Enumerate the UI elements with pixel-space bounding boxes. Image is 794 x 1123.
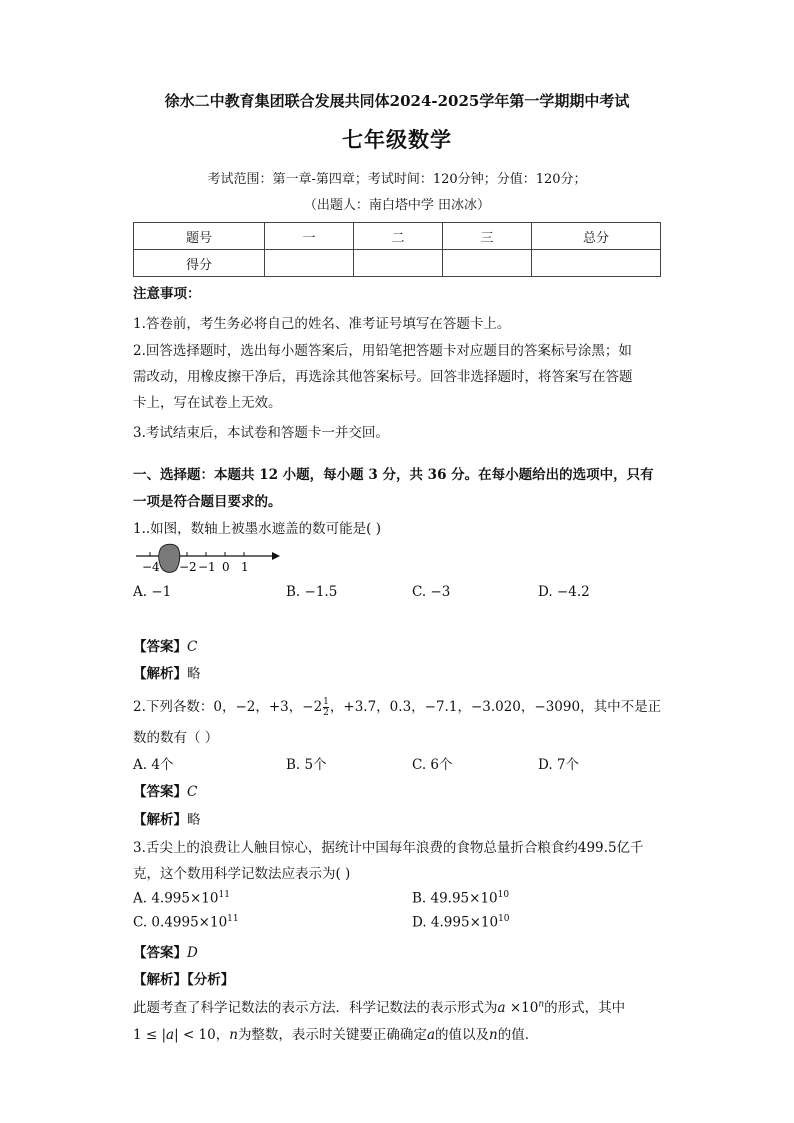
- answer-label: 【答案】: [133, 639, 187, 655]
- notice-item: 卡上，写在试卷上无效。: [133, 395, 282, 411]
- score-cell[interactable]: [354, 250, 443, 277]
- fraction-denominator: 2: [323, 708, 329, 718]
- number-line-figure: [134, 542, 284, 576]
- score-cell[interactable]: [532, 250, 661, 277]
- answer-value: C: [187, 784, 198, 800]
- analysis-text: 略: [187, 666, 201, 682]
- table-cell: 二: [354, 223, 443, 250]
- table-cell: 题号: [134, 223, 265, 250]
- score-cell[interactable]: [265, 250, 354, 277]
- tick-label: −4: [142, 560, 160, 574]
- q3-stem-line2: 克，这个数用科学记数法应表示为( ): [133, 866, 351, 882]
- analysis-label: 【解析】: [133, 666, 187, 682]
- notice-item: 1.答卷前，考生务必将自己的姓名、准考证号填写在答题卡上。: [133, 316, 511, 332]
- score-table: [133, 222, 661, 277]
- option-text: C. 0.4995×10: [133, 914, 228, 931]
- table-cell: 三: [443, 223, 532, 250]
- q2-stem: [133, 695, 661, 718]
- exam-author: （出题人：南白塔中学 田冰冰）: [303, 198, 491, 213]
- q2-option-a[interactable]: A. 4个: [133, 757, 174, 773]
- arrow-icon: [272, 552, 280, 560]
- q3-answer: [133, 941, 198, 961]
- score-cell[interactable]: [443, 250, 532, 277]
- table-row: [134, 250, 661, 277]
- q2-stem-line2: 数的数有（ ）: [133, 730, 219, 746]
- analysis-label: 【解析】【分析】: [133, 972, 235, 988]
- option-exponent: 10: [497, 890, 510, 900]
- analysis-text: 略: [187, 812, 201, 828]
- option-text: A. 4.995×10: [133, 890, 219, 907]
- q3-analysis-label: [133, 968, 234, 988]
- tick-label: −1: [198, 560, 216, 574]
- notice-item: 需改动，用橡皮擦干净后，再选涂其他答案标号。回答非选择题时，将答案写在答题: [133, 369, 633, 385]
- q3-option-b[interactable]: [412, 890, 509, 907]
- q1-stem: 1..如图，数轴上被墨水遮盖的数可能是( ): [133, 521, 381, 537]
- ink-blot-icon: [159, 544, 180, 572]
- exam-title: 徐水二中教育集团联合发展共同体2024-2025学年第一学期期中考试: [164, 92, 630, 110]
- answer-value: C: [187, 639, 198, 655]
- q2-stem-text: ，+3.7，0.3，−7.1，−3.020，−3090，其中不是正: [329, 699, 662, 715]
- q1-option-c[interactable]: C. −3: [412, 584, 451, 600]
- table-row: [134, 223, 661, 250]
- q1-option-d[interactable]: D. −4.2: [538, 584, 590, 600]
- q3-option-d[interactable]: [412, 914, 510, 931]
- q2-option-c[interactable]: C. 6个: [412, 757, 453, 773]
- q2-option-d[interactable]: D. 7个: [538, 757, 580, 773]
- answer-label: 【答案】: [133, 784, 187, 800]
- q1-analysis: [133, 662, 201, 682]
- exam-info: 考试范围：第一章-第四章；考试时间：120分钟；分值：120分；: [207, 172, 587, 187]
- analysis-label: 【解析】: [133, 812, 187, 828]
- q2-answer: [133, 780, 197, 800]
- q1-option-a[interactable]: A. −1: [133, 584, 172, 600]
- table-cell: 总分: [532, 223, 661, 250]
- notice-heading: 注意事项：: [133, 286, 201, 302]
- q3-analysis-line2: 1 ≤ |a| < 10，n为整数，表示时关键要正确确定a的值以及n的值．: [133, 1027, 539, 1043]
- tick-label: 0: [222, 560, 230, 574]
- section-heading-cont: 一项是符合题目要求的。: [133, 494, 282, 510]
- option-text: B. 49.95×10: [412, 890, 498, 907]
- section-heading: 一、选择题：本题共 12 小题，每小题 3 分，共 36 分。在每小题给出的选项中，只有: [133, 467, 654, 483]
- table-cell: 一: [265, 223, 354, 250]
- fraction-numerator: 1: [323, 697, 329, 707]
- answer-label: 【答案】: [133, 945, 187, 961]
- tick-label: 1: [241, 560, 249, 574]
- q2-analysis: [133, 808, 201, 828]
- q2-option-b[interactable]: B. 5个: [286, 757, 327, 773]
- q3-option-c[interactable]: [133, 914, 239, 931]
- answer-value: D: [187, 945, 198, 961]
- option-exponent: 10: [498, 914, 510, 924]
- notice-item: 3.考试结束后，本试卷和答题卡一并交回。: [133, 425, 389, 441]
- option-text: D. 4.995×10: [412, 914, 499, 931]
- q1-answer: [133, 635, 197, 655]
- q1-option-b[interactable]: B. −1.5: [286, 584, 338, 600]
- option-exponent: 11: [218, 890, 230, 900]
- q2-stem-text: 2.下列各数：0，−2，+3，−2: [133, 699, 323, 715]
- option-exponent: 11: [227, 914, 239, 924]
- q3-option-a[interactable]: [133, 890, 230, 907]
- exam-subject: 七年级数学: [342, 127, 452, 152]
- table-cell: 得分: [134, 250, 265, 277]
- notice-item: 2.回答选择题时，选出每小题答案后，用铅笔把答题卡对应题目的答案标号涂黑；如: [133, 343, 632, 359]
- q3-analysis-line1: 此题考查了科学记数法的表示方法．科学记数法的表示形式为$a \times 10^n$的形式，其中: [133, 999, 626, 1016]
- fraction: [323, 697, 329, 718]
- q3-stem: 3.舌尖上的浪费让人触目惊心，据统计中国每年浪费的食物总量折合粮食约499.5亿千: [133, 840, 644, 856]
- tick-label: −2: [179, 560, 197, 574]
